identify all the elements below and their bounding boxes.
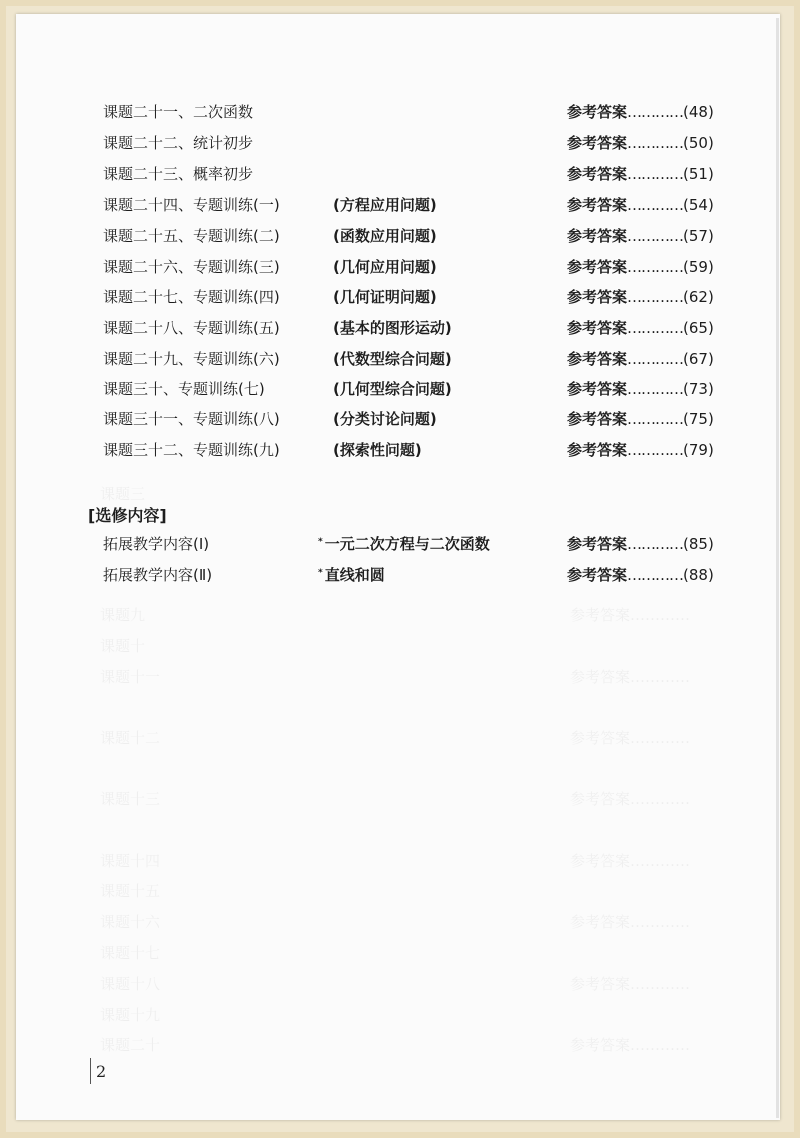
answer-label: 参考答案 [567, 441, 628, 459]
elective-entry [0, 532, 800, 556]
elective-answer-ref [567, 563, 714, 587]
toc-entry [0, 224, 800, 248]
elective-topic-text: 一元二次方程与二次函数 [324, 535, 490, 553]
toc-lesson-title: 课题二十五、专题训练(二) [103, 227, 280, 245]
toc-answer-ref [567, 162, 714, 186]
answer-label: 参考答案 [567, 410, 628, 428]
answer-label: 参考答案 [567, 350, 628, 368]
page-number-rule [90, 1058, 91, 1084]
toc-topic: (代数型综合问题) [333, 350, 452, 368]
answer-label: 参考答案 [567, 165, 628, 183]
toc-entry [0, 438, 800, 462]
toc-entry [0, 162, 800, 186]
page-ref: (73) [683, 380, 714, 398]
toc-topic: (探索性问题) [333, 441, 422, 459]
toc-entry [0, 407, 800, 431]
dot-leader: ………… [627, 103, 684, 121]
toc-entry [0, 285, 800, 309]
dot-leader: ………… [627, 196, 684, 214]
toc-topic: (基本的图形运动) [333, 319, 452, 337]
dot-leader: ………… [627, 288, 684, 306]
toc-answer-ref [567, 224, 714, 248]
dot-leader: ………… [627, 319, 684, 337]
toc-entry [0, 316, 800, 340]
toc-answer-ref [567, 193, 714, 217]
toc-entry [0, 193, 800, 217]
toc-lesson-title: 课题二十八、专题训练(五) [103, 319, 280, 337]
answer-label: 参考答案 [567, 566, 628, 584]
page-ref: (79) [683, 441, 714, 459]
answer-label: 参考答案 [567, 319, 628, 337]
dot-leader: ………… [627, 441, 684, 459]
page-ref: (59) [683, 258, 714, 276]
page-ref: (50) [683, 134, 714, 152]
page-ref: (48) [683, 103, 714, 121]
toc-entry [0, 131, 800, 155]
optional-star-mark: * [318, 537, 323, 547]
page-ref: (62) [683, 288, 714, 306]
toc-lesson-title: 课题二十二、统计初步 [103, 134, 254, 152]
toc-answer-ref [567, 316, 714, 340]
elective-lesson-title: 拓展教学内容(Ⅰ) [103, 535, 210, 553]
toc-lesson-title: 课题二十七、专题训练(四) [103, 288, 280, 306]
toc-entry [0, 347, 800, 371]
toc-lesson-title: 课题二十九、专题训练(六) [103, 350, 280, 368]
dot-leader: ………… [627, 258, 684, 276]
dot-leader: ………… [627, 134, 684, 152]
toc-lesson-title: 课题三十一、专题训练(八) [103, 410, 280, 428]
dot-leader: ………… [627, 350, 684, 368]
dot-leader: ………… [627, 566, 684, 584]
elective-section-heading: [选修内容] [88, 506, 167, 525]
answer-label: 参考答案 [567, 258, 628, 276]
toc-answer-ref [567, 100, 714, 124]
answer-label: 参考答案 [567, 134, 628, 152]
toc-answer-ref [567, 255, 714, 279]
page-ref: (75) [683, 410, 714, 428]
toc-entry [0, 255, 800, 279]
toc-answer-ref [567, 407, 714, 431]
toc-lesson-title: 课题三十、专题训练(七) [103, 380, 265, 398]
dot-leader: ………… [627, 380, 684, 398]
toc-answer-ref [567, 377, 714, 401]
page-ref: (57) [683, 227, 714, 245]
toc-lesson-title: 课题二十六、专题训练(三) [103, 258, 280, 276]
toc-answer-ref [567, 347, 714, 371]
page-ref: (88) [683, 566, 714, 584]
page-number: 2 [96, 1062, 107, 1081]
page-ref: (65) [683, 319, 714, 337]
answer-label: 参考答案 [567, 196, 628, 214]
answer-label: 参考答案 [567, 380, 628, 398]
elective-answer-ref [567, 532, 714, 556]
dot-leader: ………… [627, 535, 684, 553]
optional-star-mark: * [318, 568, 323, 578]
page-ref: (51) [683, 165, 714, 183]
toc-topic: (函数应用问题) [333, 227, 437, 245]
toc-lesson-title: 课题二十三、概率初步 [103, 165, 254, 183]
page-ref: (67) [683, 350, 714, 368]
answer-label: 参考答案 [567, 227, 628, 245]
toc-topic: (几何证明问题) [333, 288, 437, 306]
dot-leader: ………… [627, 227, 684, 245]
elective-lesson-title: 拓展教学内容(Ⅱ) [103, 566, 213, 584]
toc-answer-ref [567, 438, 714, 462]
toc-answer-ref [567, 131, 714, 155]
answer-label: 参考答案 [567, 535, 628, 553]
toc-answer-ref [567, 285, 714, 309]
page-ref: (54) [683, 196, 714, 214]
dot-leader: ………… [627, 165, 684, 183]
elective-entry [0, 563, 800, 587]
elective-topic [318, 563, 385, 587]
elective-topic-text: 直线和圆 [324, 566, 385, 584]
toc-topic: (方程应用问题) [333, 196, 437, 214]
elective-topic [318, 532, 490, 556]
toc-lesson-title: 课题二十四、专题训练(一) [103, 196, 280, 214]
toc-entry [0, 100, 800, 124]
toc-topic: (几何应用问题) [333, 258, 437, 276]
toc-lesson-title: 课题三十二、专题训练(九) [103, 441, 280, 459]
page-ref: (85) [683, 535, 714, 553]
answer-label: 参考答案 [567, 288, 628, 306]
answer-label: 参考答案 [567, 103, 628, 121]
toc-topic: (几何型综合问题) [333, 380, 452, 398]
toc-entry [0, 377, 800, 401]
dot-leader: ………… [627, 410, 684, 428]
toc-topic: (分类讨论问题) [333, 410, 437, 428]
toc-lesson-title: 课题二十一、二次函数 [103, 103, 254, 121]
